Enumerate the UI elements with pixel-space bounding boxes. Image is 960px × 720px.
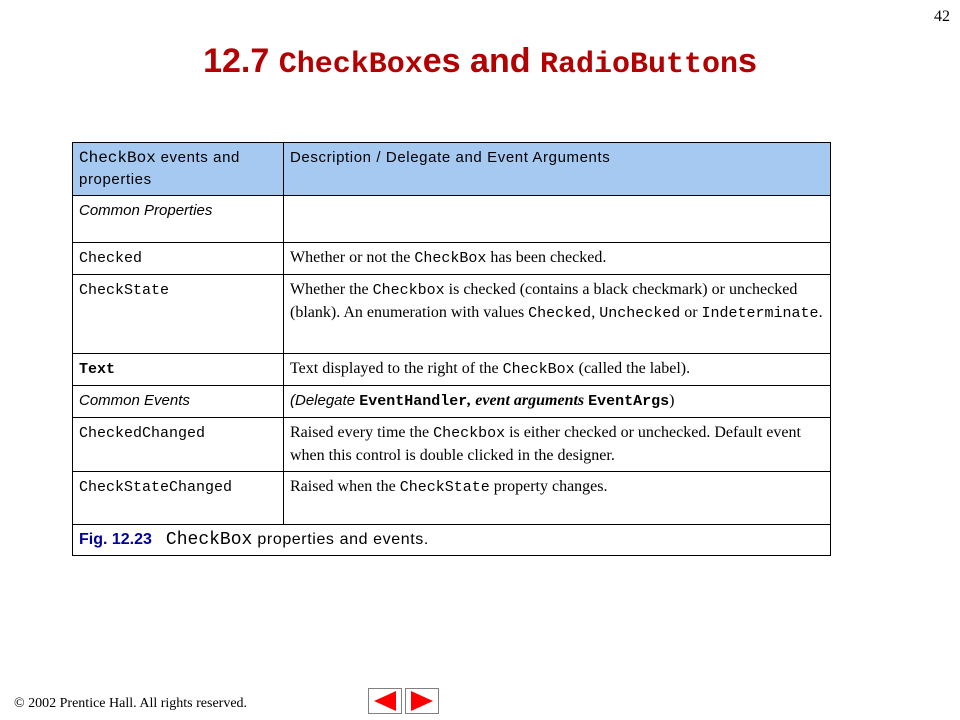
- title-text-s: s: [737, 42, 757, 80]
- next-arrow-icon: [405, 688, 439, 714]
- table-caption-row: [73, 525, 831, 556]
- event-name-cell: [73, 472, 284, 525]
- event-name-cell: [73, 418, 284, 472]
- next-slide-button[interactable]: [405, 688, 439, 714]
- property-name-checked: Checked: [79, 250, 143, 267]
- table-header-row: [73, 143, 831, 196]
- description-text: Whether the: [290, 281, 373, 298]
- property-name-checkstate: CheckState: [79, 282, 170, 299]
- description-text: property changes.: [489, 478, 608, 495]
- description-text: ,: [591, 304, 600, 321]
- empty-cell: [284, 196, 831, 243]
- description-cell: [284, 243, 831, 275]
- property-name-cell: [73, 275, 284, 354]
- inline-code: CheckBox: [414, 250, 487, 267]
- title-number: 12.7: [203, 42, 270, 80]
- event-name-checkedchanged: CheckedChanged: [79, 425, 206, 442]
- inline-code: Indeterminate: [701, 305, 819, 322]
- common-properties-label: Common Properties: [79, 202, 213, 219]
- figure-caption: [73, 525, 831, 556]
- title-code-checkbox: CheckBox: [278, 48, 423, 82]
- description-text: (called the label).: [574, 360, 691, 377]
- header-code-checkbox: CheckBox: [79, 149, 156, 167]
- delegate-text: (Delegate: [290, 392, 360, 409]
- table-row: [73, 196, 831, 243]
- description-cell: [284, 275, 831, 354]
- slide-title: [0, 42, 960, 82]
- copyright-notice: © 2002 Prentice Hall. All rights reserved.: [14, 696, 248, 711]
- description-text: or: [680, 304, 702, 321]
- previous-slide-button[interactable]: [368, 688, 402, 714]
- header-cell-name: [73, 143, 284, 196]
- inline-code: CheckBox: [502, 361, 575, 378]
- inline-code: CheckState: [399, 479, 490, 496]
- section-label-common-properties: [73, 196, 284, 243]
- inline-code-eventhandler: EventHandler: [359, 393, 468, 410]
- table-row: [73, 418, 831, 472]
- description-text: Raised every time the: [290, 424, 434, 441]
- title-code-radiobutton: RadioButton: [539, 48, 738, 82]
- header-name-text: events and properties: [79, 149, 240, 188]
- description-cell: [284, 354, 831, 386]
- inline-code: Checkbox: [372, 282, 445, 299]
- event-arguments-text: , event arguments: [467, 392, 589, 409]
- property-name-cell: [73, 354, 284, 386]
- properties-table: [72, 142, 831, 556]
- inline-code: Unchecked: [599, 305, 681, 322]
- event-name-checkstatechanged: CheckStateChanged: [79, 479, 233, 496]
- inline-code-eventargs: EventArgs: [588, 393, 670, 410]
- table-row: [73, 472, 831, 525]
- description-cell: [284, 418, 831, 472]
- description-text: .: [818, 304, 823, 321]
- section-label-common-events: [73, 386, 284, 418]
- property-name-cell: [73, 243, 284, 275]
- description-text: Raised when the: [290, 478, 400, 495]
- title-text-es-and: es and: [422, 42, 531, 80]
- property-name-text: Text: [79, 361, 116, 378]
- table-row: [73, 386, 831, 418]
- description-text: is either checked or unchecked. Default event when this control is double clicked in the designer.: [290, 424, 801, 464]
- description-cell: [284, 472, 831, 525]
- description-text: Text displayed to the right of the: [290, 360, 503, 377]
- table-row: [73, 354, 831, 386]
- description-text: has been checked.: [486, 249, 607, 266]
- header-cell-description: Description / Delegate and Event Arguments: [284, 143, 831, 196]
- description-cell: [284, 386, 831, 418]
- table-row: [73, 275, 831, 354]
- previous-arrow-icon: [368, 688, 402, 714]
- description-text: Whether or not the: [290, 249, 415, 266]
- page-number: 42: [934, 8, 950, 25]
- inline-code: Checked: [528, 305, 592, 322]
- figure-number: Fig. 12.23: [79, 531, 152, 548]
- caption-text: properties and events.: [252, 531, 429, 548]
- table-row: [73, 243, 831, 275]
- caption-code-checkbox: CheckBox: [165, 530, 253, 550]
- description-text: is checked (contains a black checkmark) or unchecked (blank). An enumeration with values: [290, 281, 798, 321]
- common-events-label: Common Events: [79, 392, 190, 409]
- inline-code: Checkbox: [433, 425, 506, 442]
- closing-paren: ): [669, 392, 675, 409]
